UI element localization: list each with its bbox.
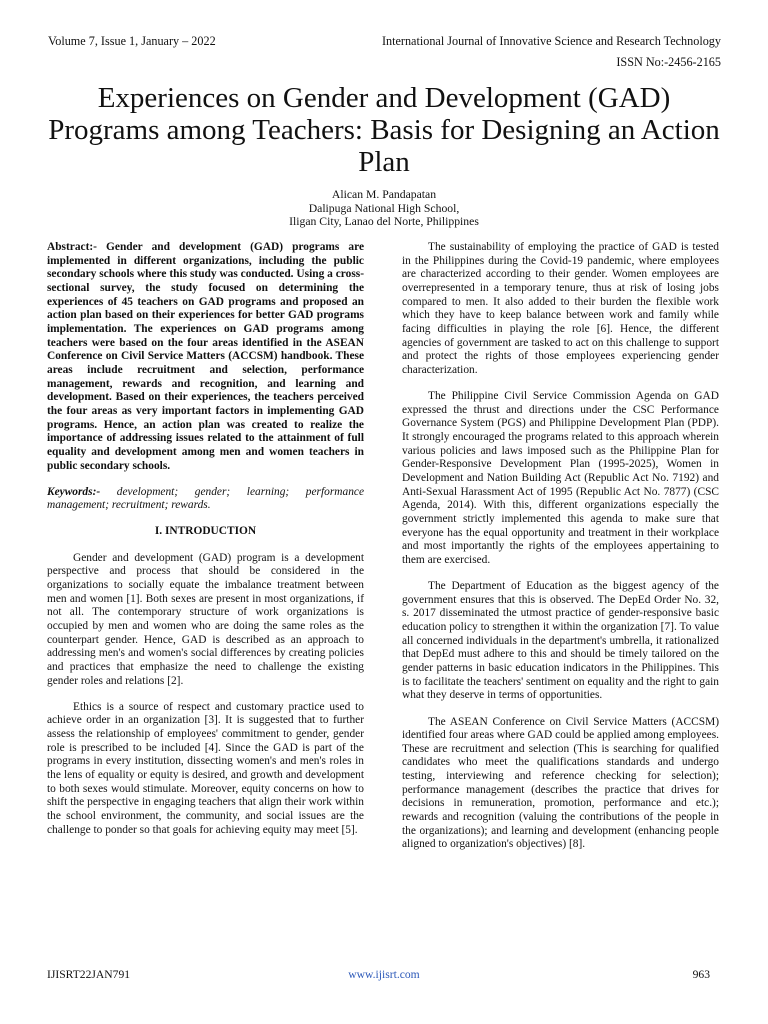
author-block: [0, 188, 768, 229]
journal-issn: ISSN No:-2456-2165: [616, 55, 721, 69]
author-location: Iligan City, Lanao del Norte, Philippines: [289, 215, 479, 228]
footer-website-link[interactable]: www.ijisrt.com: [348, 968, 420, 981]
abstract: Abstract:- Gender and development (GAD) programs are implemented in different organizations, including the public secondary schools where this study was conducted. Using a cross-sectional survey, the study focused on determining the experiences of 45 teachers on GAD programs and proposed an action plan based on their experiences for better GAD programs implementation. The experiences on GAD programs among teachers were based on the four areas identified in the ASEAN Conference on Civil Service Matters (ACCSM) handbook. These areas include recruitment and selection, performance management, rewards and recognition, and learning and development. Based on their experiences, the teachers perceived the four areas as very important factors in implementing GAD programs. Hence, an action plan was created to realize the importance of addressing issues related to the attainment of full equality and development among men and women teachers in public secondary schools.: [47, 241, 364, 472]
author-name: Alican M. Pandapatan: [331, 188, 437, 201]
keywords-label: Keywords:-: [47, 485, 101, 498]
journal-volume-issue: Volume 7, Issue 1, January – 2022: [48, 34, 216, 48]
left-paragraph-2: Ethics is a source of respect and customary practice used to achieve order in an organization [3]. It is suggested that to further assess the relationship of employees' commitment to gender, gender role is prescribed to be included [4]. Since the GAD is part of the programs in every institution, dissecting women's and men's roles in the lens of equality or equity is desired, and growth and development to both sexes would stimulate. Moreover, equity concerns on how to shift the perspective in engaging teachers that align their work within the school environment, the community, and social issues are the challenge to ponder so that goals for achieving equity may meet [5].: [47, 700, 364, 836]
keywords: [47, 486, 364, 513]
footer-page-number: 963: [692, 968, 710, 981]
left-paragraph-1: Gender and development (GAD) program is a development perspective and process that should be considered in the organizations to socially equate the imbalance treatment between men and women [1]. Both sexes are present in most organizations, if not all. The contemporary structure of work organizations is occupied by men and women who are doing the same roles as the counterpart gender. Hence, GAD is described as an approach to addressing men's and women's social differences by creating policies and practices that emphasize the need to challenge the existing gender roles and relations [2].: [47, 551, 364, 687]
footer-paper-code: IJISRT22JAN791: [47, 968, 131, 981]
right-paragraph-3: The Department of Education as the biggest agency of the government ensures that this is observed. The DepEd Order No. 32, s. 2017 disseminated the utmost practice of gender-responsive basic education policy to strengthen it within the organization [7]. To value all concerned individuals in the department's umbrella, it rationalized that DepEd must adhere to this and should be timely tailored on the gender patterns in basic education indicators in the Philippines. This is to facilitate the teachers' sentiment on equality and the right to gain what they deserve in terms of opportunities.: [402, 580, 719, 702]
keywords-text: development; gender; learning; performance management; recruitment; rewards.: [47, 485, 364, 512]
right-column: [402, 241, 719, 865]
right-paragraph-4: The ASEAN Conference on Civil Service Matters (ACCSM) identified four areas where GAD could be applied among employees. These are recruitment and selection (This is searching for qualified candidates who meet the qualifications standards and undergo testing, interviewing and reference checking for selection); performance management (describes the practice that drives for decisions in remuneration, promotion, performance and etc.); rewards and recognition (valuing the contributions of the people in the organizations); and learning and development (enhancing people aligned to organization's objectives) [8].: [402, 715, 719, 851]
left-column: [47, 241, 364, 850]
section-heading-introduction: I. INTRODUCTION: [154, 525, 257, 538]
right-paragraph-1: The sustainability of employing the practice of GAD is tested in the Philippines during the Covid-19 pandemic, where employees are characterized according to their gender. Women employees are overrepresented in a temporary tenure, thus at risk of losing jobs compared to men. It also added to their burden the flexible work which they have to keep balance between work and family while facing difficulties in playing the role [6]. Hence, the different agencies of government are tasked to act on this challenge to support and protect the rights of those employees experiencing gender characterization.: [402, 241, 719, 376]
journal-name: International Journal of Innovative Science and Research Technology: [381, 34, 721, 48]
paper-title: Experiences on Gender and Development (GAD) Programs among Teachers: Basis for Designing an Action Plan: [48, 82, 720, 178]
author-affiliation: Dalipuga National High School,: [308, 201, 460, 215]
right-paragraph-2: The Philippine Civil Service Commission Agenda on GAD expressed the thrust and directions under the CSC Performance Governance System (PGS) and Philippine Development Plan (PDP). It strongly encouraged the programs related to this approach wherein various policies and laws imposed such as the Philippine Plan for Gender-Responsive Development Plan (1995-2025), Women in Development and Nation Building Act (Republic Act No. 7192) and Anti-Sexual Harassment Act of 1995 (Republic Act No. 7877) (CSC Agenda, 2014). With this, different organizations especially the government strictly implemented this agenda to make sure that everyone has the equal opportunity and treatment in their workplace and most importantly the rights of the employees appertaining to them are exercised.: [402, 390, 719, 566]
